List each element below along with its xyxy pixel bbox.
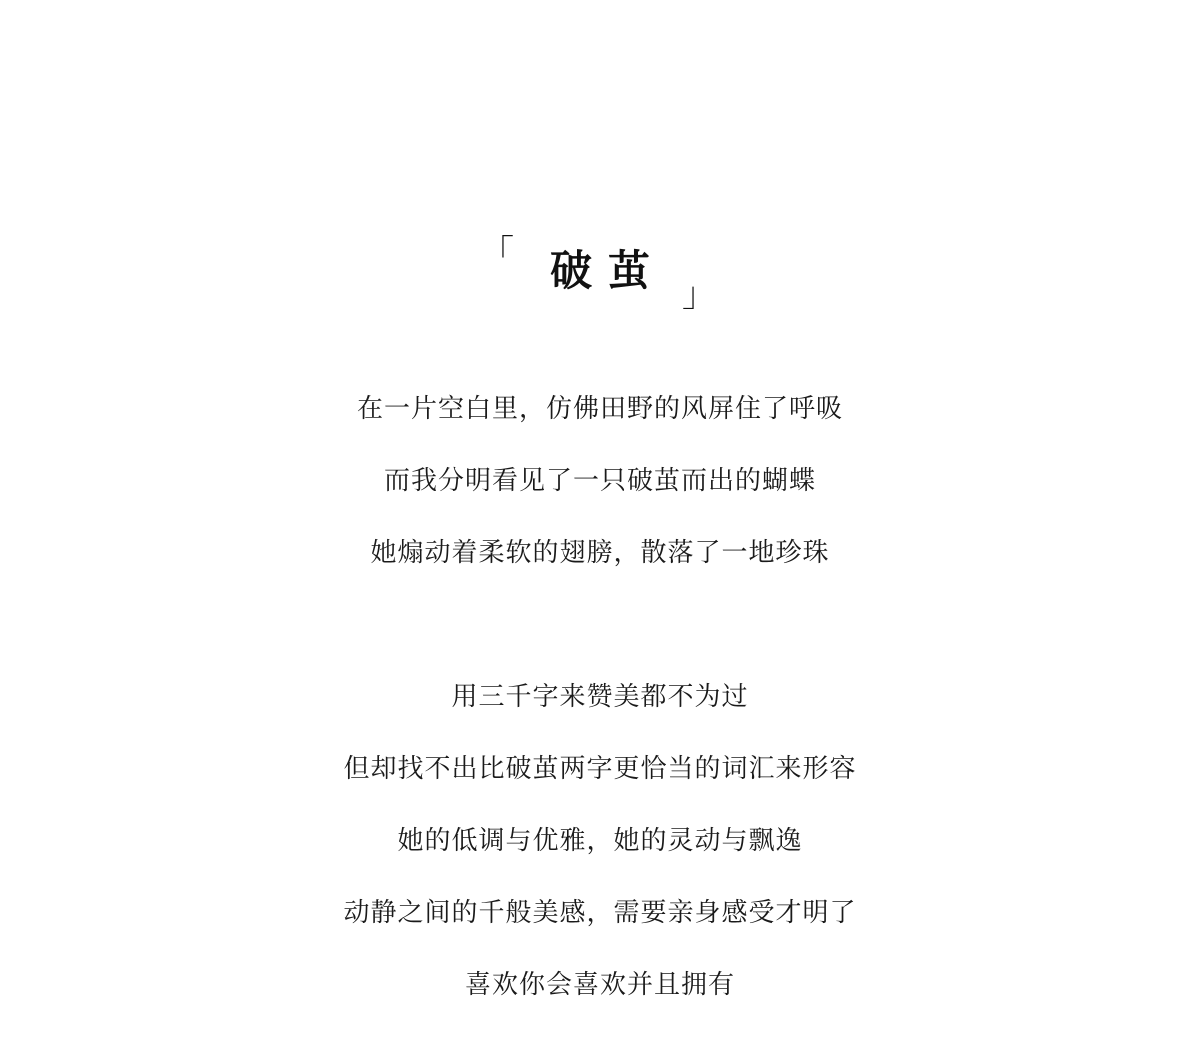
title-block bbox=[0, 232, 1200, 322]
poem-line: 她的低调与优雅，她的灵动与飘逸 bbox=[397, 826, 803, 856]
poem-line: 而我分明看见了一只破茧而出的蝴蝶 bbox=[383, 466, 816, 496]
poem-line: 在一片空白里，仿佛田野的风屏住了呼吸 bbox=[356, 394, 843, 424]
poem-line: 用三千字来赞美都不为过 bbox=[451, 682, 749, 712]
poem-line: 她煽动着柔软的翅膀，散落了一地珍珠 bbox=[370, 538, 830, 568]
page-title: 破茧 bbox=[549, 246, 666, 295]
title-close-bracket: 」 bbox=[682, 275, 716, 315]
poem-line: 动静之间的千般美感，需要亲身感受才明了 bbox=[343, 898, 857, 928]
poem-line: 但却找不出比破茧两字更恰当的词汇来形容 bbox=[343, 754, 857, 784]
title-open-bracket: 「 bbox=[480, 233, 514, 273]
poem-line: 喜欢你会喜欢并且拥有 bbox=[464, 970, 735, 1000]
